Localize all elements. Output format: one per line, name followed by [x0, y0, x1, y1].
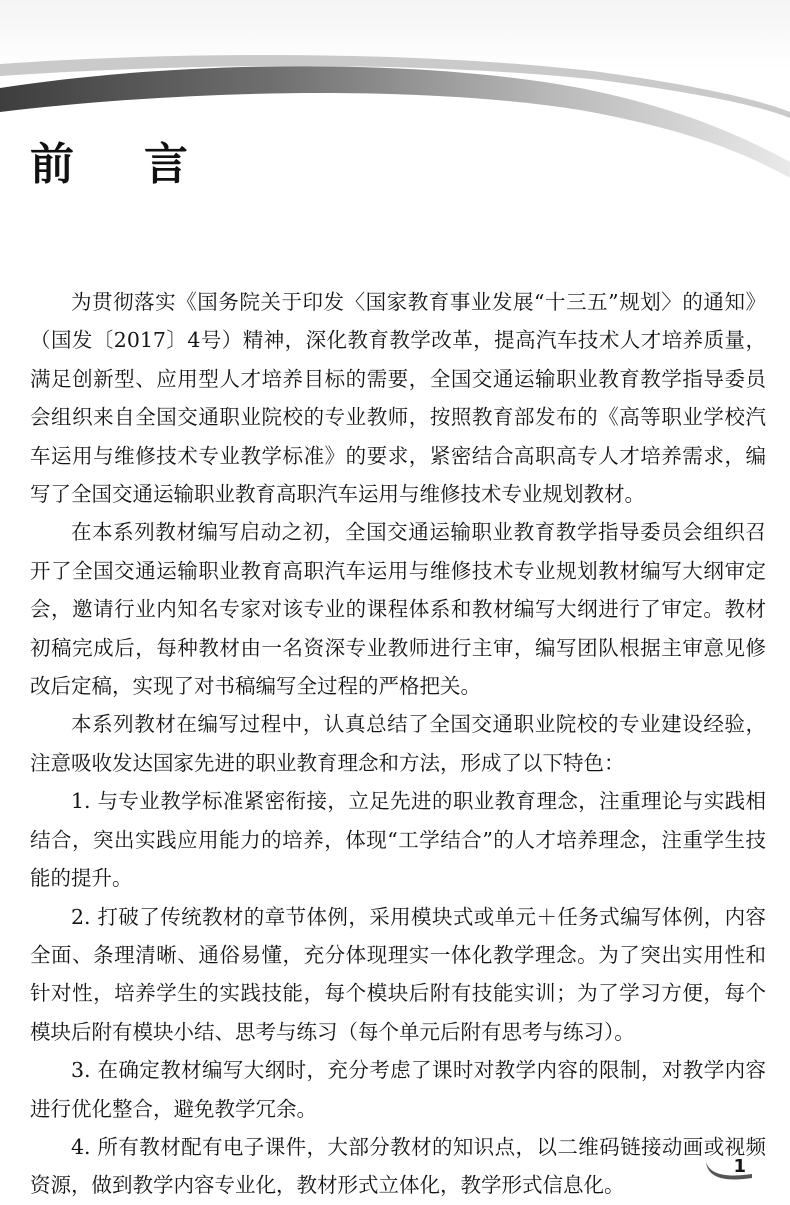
paragraph: 3. 在确定教材编写大纲时，充分考虑了课时对教学内容的限制，对教学内容进行优化整合，避免教学冗余。 — [30, 1058, 766, 1121]
paragraph: 1. 与专业教学标准紧密衔接，立足先进的职业教育理念，注重理论与实践相结合，突出实践应用能力的培养，体现“工学结合”的人才培养理念，注重学生技能的提升。 — [30, 789, 766, 891]
paragraph: 本系列教材在编写过程中，认真总结了全国交通职业院校的专业建设经验，注意吸收发达国家先进的职业教育理念和方法，形成了以下特色： — [30, 712, 766, 775]
preface-body — [30, 283, 766, 1205]
paragraph: 2. 打破了传统教材的章节体例，采用模块式或单元＋任务式编写体例，内容全面、条理清晰、通俗易懂，充分体现理实一体化教学理念。为了突出实用性和针对性，培养学生的实践技能，每个模块后附有技能实训；为了学习方便，每个模块后附有模块小结、思考与练习（每个单元后附有思考与练习）。 — [30, 904, 766, 1044]
page-number-swoosh-icon — [704, 1148, 754, 1184]
page-number-badge — [704, 1148, 754, 1184]
page-number: 1 — [733, 1156, 746, 1177]
paragraph: 在本系列教材编写启动之初，全国交通运输职业教育教学指导委员会组织召开了全国交通运输职业教育高职汽车运用与维修技术专业规划教材编写大纲审定会，邀请行业内知名专家对该专业的课程体系和教材编写大纲进行了审定。教材初稿完成后，每种教材由一名资深专业教师进行主审，编写团队根据主审意见修改后定稿，实现了对书稿编写全过程的严格把关。 — [30, 520, 766, 699]
paragraph: 为贯彻落实《国务院关于印发〈国家教育事业发展“十三五”规划〉的通知》（国发〔2017〕4号）精神，深化教育教学改革，提高汽车技术人才培养质量，满足创新型、应用型人才培养目标的需要，全国交通运输职业教育教学指导委员会组织来自全国交通职业院校的专业教师，按照教育部发布的《高等职业学校汽车运用与维修技术专业教学标准》的要求，紧密结合高职高专人才培养需求，编写了全国交通运输职业教育高职汽车运用与维修技术专业规划教材。 — [30, 290, 766, 507]
page-title: 前言 — [30, 139, 258, 190]
paragraph: 4. 所有教材配有电子课件，大部分教材的知识点，以二维码链接动画或视频资源，做到教学内容专业化，教材形式立体化，教学形式信息化。 — [30, 1134, 766, 1198]
